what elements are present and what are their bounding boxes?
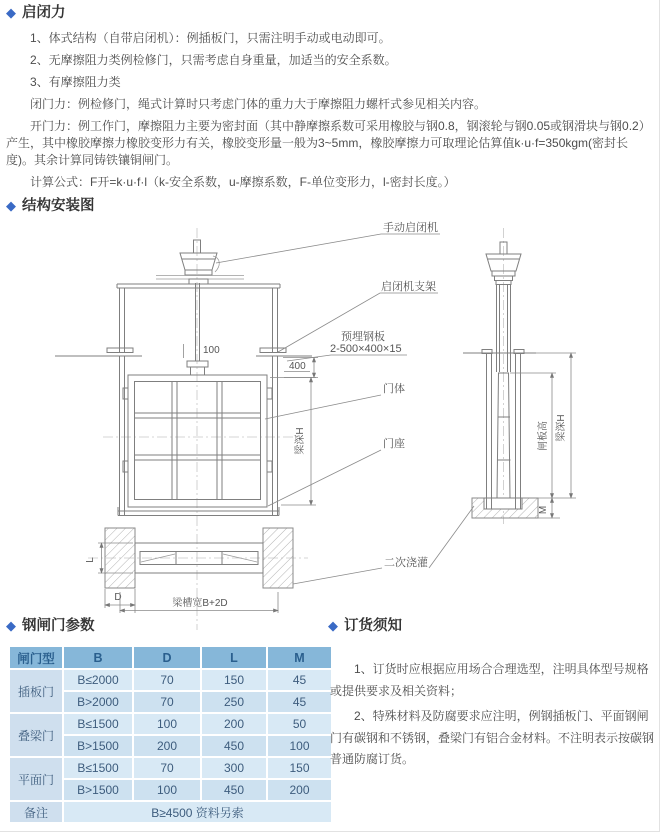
column-header: L — [202, 647, 266, 668]
section-ordering — [328, 617, 656, 635]
column-header: D — [134, 647, 200, 668]
label-hoist-bracket: 启闭机支架 — [381, 281, 436, 293]
table-cell: B≤2000 — [64, 670, 132, 690]
dim-beam-depth-front: 梁深H — [295, 427, 306, 455]
paragraph: 3、有摩擦阻力类 — [30, 75, 121, 89]
table-row — [10, 758, 331, 778]
paragraph: 1、体式结构（自带启闭机）：例插板门，只需注明手动或电动即可。 — [30, 31, 391, 45]
dim-100: 100 — [203, 345, 220, 356]
table-cell: 200 — [268, 780, 331, 800]
table-cell: 70 — [134, 692, 200, 712]
paragraph: 计算公式：F开=k·u·f·l（k-安全系数，u-摩擦系数，F-单位变形力，l-密封长度。） — [30, 175, 456, 189]
gate-type-cell: 叠梁门 — [10, 714, 62, 756]
table-cell: B>2000 — [64, 692, 132, 712]
table-row — [10, 670, 331, 690]
table-cell: 45 — [268, 692, 331, 712]
table-cell: B≤1500 — [64, 714, 132, 734]
table-note-row — [10, 802, 331, 822]
dim-channel-width: 梁槽宽B+2D — [172, 598, 228, 609]
table-cell: B>1500 — [64, 780, 132, 800]
table-cell: 100 — [134, 714, 200, 734]
paragraph: 闭门力：例检修门，绳式计算时只考虑门体的重力大于摩擦阻力螺杆式参见相关内容。 — [30, 97, 487, 111]
dim-400: 400 — [289, 361, 306, 372]
table-header-row — [10, 647, 331, 668]
side-view — [463, 242, 538, 518]
paragraph: 2、无摩擦阻力类例检修门，只需考虑自身重量，加适当的安全系数。 — [30, 53, 397, 67]
table-cell: 50 — [268, 714, 331, 734]
section-title-text: 启闭力 — [22, 5, 66, 21]
table-cell: B>1500 — [64, 736, 132, 756]
table-cell: 250 — [202, 692, 266, 712]
table-cell: 200 — [202, 714, 266, 734]
column-header: 闸门型 — [10, 647, 62, 668]
dim-M: M — [538, 505, 549, 515]
section-title-text: 订货须知 — [344, 618, 402, 634]
dim-beam-depth-side: 梁深H — [556, 414, 567, 442]
label-gate-seat: 门座 — [383, 438, 405, 450]
label-manual-hoist: 手动启闭机 — [383, 222, 438, 234]
table-cell: 45 — [268, 670, 331, 690]
diamond-bullet-icon: ◆ — [328, 618, 338, 633]
label-embedded-plate-size: 2-500×400×15 — [330, 343, 402, 355]
table-cell: 300 — [202, 758, 266, 778]
table-cell: 150 — [202, 670, 266, 690]
label-secondary-pour: 二次浇灌 — [384, 557, 428, 569]
paragraph: 2、特殊材料及防腐要求应注明，例钢插板门、平面钢闸门有碳钢和不锈钢，叠梁门有铝合金材料。不注明表示按碳钢普通防腐订货。 — [330, 709, 655, 766]
table-row — [10, 714, 331, 734]
column-header: B — [64, 647, 132, 668]
label-embedded-plate: 预埋钢板 — [341, 331, 385, 343]
table-cell: 100 — [134, 780, 200, 800]
gate-type-cell: 平面门 — [10, 758, 62, 800]
dim-plate-height: 闸板高 — [538, 421, 549, 451]
ordering-text — [330, 659, 658, 775]
note-label-cell: 备注 — [10, 802, 62, 822]
gate-parameters-table — [8, 645, 333, 824]
table-cell: 150 — [268, 758, 331, 778]
table-cell: 100 — [268, 736, 331, 756]
diamond-bullet-icon: ◆ — [6, 5, 16, 20]
table-cell: 70 — [134, 670, 200, 690]
diamond-bullet-icon: ◆ — [6, 618, 16, 633]
section-title-text: 钢闸门参数 — [22, 618, 95, 634]
paragraph: 开门力：例工作门，摩擦阻力主要为密封面（其中静摩擦系数可采用橡胶与钢0.8，钢滚轮与钢0.05或钢滑块与钢0.2）产生，其中橡胶摩擦力橡胶变形力有关，橡胶变形量一般为3~5mm，橡胶摩擦力可取理论估算值k·u·f=350kgm(密封长度)。其余计算同铸铁镶铜闸门。 — [6, 119, 651, 167]
table-cell: B≤1500 — [64, 758, 132, 778]
label-gate-body: 门体 — [383, 383, 405, 395]
note-value-cell: B≥4500 资料另索 — [64, 802, 331, 822]
table-cell: 450 — [202, 780, 266, 800]
section-title-ordering — [328, 617, 656, 635]
gate-type-cell: 插板门 — [10, 670, 62, 712]
table-cell: 70 — [134, 758, 200, 778]
table-cell: 450 — [202, 736, 266, 756]
dim-D: D — [114, 592, 122, 603]
dim-L: L — [85, 557, 96, 563]
section-title-text: 结构安装图 — [22, 198, 95, 214]
table-cell: 200 — [134, 736, 200, 756]
callout-labels — [216, 220, 474, 584]
paragraph: 1、订货时应根据应用场合合理选型，注明具体型号规格或提供要求及相关资料； — [330, 662, 649, 698]
diamond-bullet-icon: ◆ — [6, 198, 16, 213]
column-header: M — [268, 647, 331, 668]
